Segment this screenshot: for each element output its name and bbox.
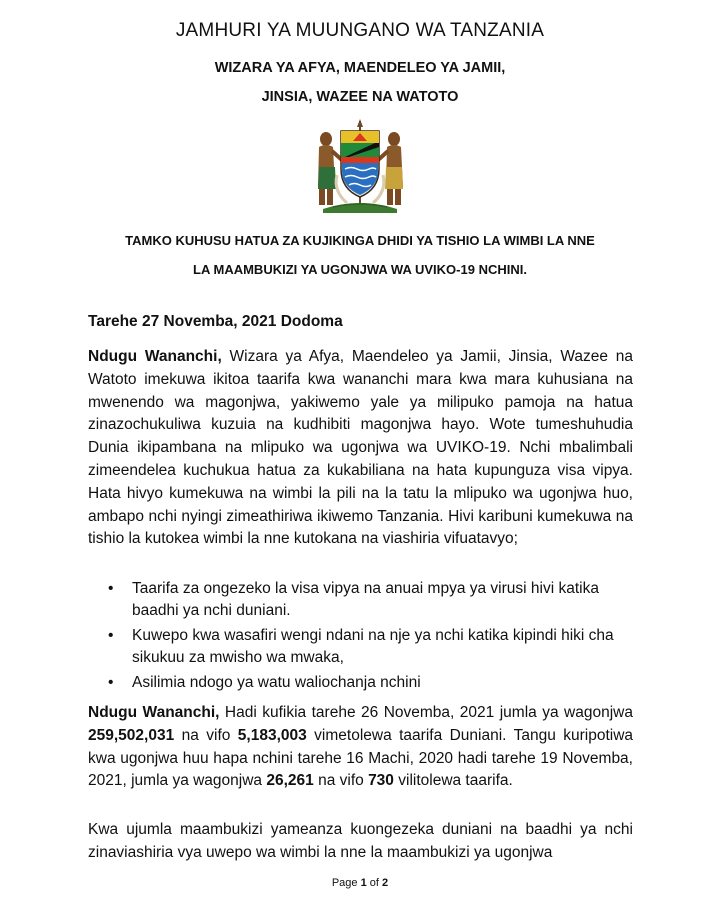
paragraph-summary: Kwa ujumla maambukizi yameanza kuongezeka duniani na baadhi ya nchi zinaviashiria vya uwepo wa wimbi la nne la maambukizi ya ugonjwa: [88, 821, 633, 861]
date-line: Tarehe 27 Novemba, 2021 Dodoma: [88, 313, 343, 330]
world-deaths-value: 5,183,003: [237, 726, 307, 744]
ministry-line-1: WIZARA YA AFYA, MAENDELEO YA JAMII,: [214, 60, 506, 76]
of-word: of: [369, 877, 379, 889]
statistics-text: vimetolewa taarifa Duniani. Tangu kuripotiwa kwa ugonjwa huu hapa nchini tarehe 16 Machi, 2020 hadi tarehe 19 Novemba, 2021, jumla ya wagonjwa: [88, 726, 634, 790]
statement-title-line-1: TAMKO KUHUSU HATUA ZA KUJIKINGA DHIDI YA TISHIO LA WIMBI LA NNE: [125, 233, 595, 248]
total-pages-number: 2: [382, 877, 389, 889]
list-item-text: Taarifa za ongezeko la visa vipya na anuai mpya ya virusi hivi katika baadhi ya nchi duniani.: [132, 580, 599, 619]
salutation: Ndugu Wananchi,: [88, 348, 222, 365]
current-page-number: 1: [360, 877, 367, 889]
statistics-text: Hadi kufikia tarehe 26 Novemba, 2021 jumla ya wagonjwa: [219, 704, 633, 721]
tanzania-deaths-value: 730: [368, 772, 394, 790]
world-cases-value: 259,502,031: [88, 726, 175, 744]
statistics-text: vilitolewa taarifa.: [393, 772, 513, 790]
paragraph-intro: [88, 346, 633, 551]
coat-of-arms-emblem: [305, 117, 415, 217]
header-title: JAMHURI YA MUUNGANO WA TANZANIA: [175, 20, 545, 41]
paragraph-statistics: [88, 702, 633, 793]
bullet-icon: •: [108, 627, 114, 644]
salutation: Ndugu Wananchi,: [88, 704, 220, 721]
page-word: Page: [331, 877, 358, 889]
bullet-icon: •: [108, 580, 114, 597]
statistics-text: na vifo: [313, 772, 369, 790]
statement-title-line-2: LA MAAMBUKIZI YA UGONJWA WA UVIKO-19 NCHINI.: [193, 262, 527, 277]
list-item-text: Kuwepo kwa wasafiri wengi ndani na nje ya nchi katika kipindi hiki cha sikukuu za mwisho wa mwaka,: [132, 627, 614, 666]
statistics-text: na vifo: [174, 726, 238, 744]
tanzania-cases-value: 26,261: [266, 772, 314, 790]
indicator-list: [88, 578, 633, 698]
ministry-line-2: JINSIA, WAZEE NA WATOTO: [261, 89, 459, 105]
paragraph-intro-text: Wizara ya Afya, Maendeleo ya Jamii, Jinsia, Wazee na Watoto imekuwa ikitoa taarifa kwa wananchi mara kwa mara kuhusiana na mwenendo wa magonjwa, yakiwemo yale ya milipuko pamoja na hatua zinazochukuliwa kuzuia na kudhibiti magonjwa hayo. Wote tumeshuhudia Dunia ikipambana na mlipuko wa ugonjwa wa UVIKO-19. Nchi mbalimbali zimeendelea kuchukua hatua za kukabiliana na hata kupunguza visa vipya. Hata hivyo kumekuwa na wimbi la pili na la tatu la mlipuko wa ugonjwa huo, ambapo nchi nyingi zimeathiriwa ikiwemo Tanzania. Hivi karibuni kumekuwa na tishio la kutokea wimbi la nne kutokana na viashiria vifuatavyo;: [88, 348, 633, 548]
bullet-icon: •: [108, 674, 114, 691]
list-item: [88, 672, 633, 694]
list-item-text: Asilimia ndogo ya watu waliochanja nchini: [132, 674, 421, 691]
list-item: [88, 578, 633, 621]
page-footer: [0, 877, 720, 889]
list-item: [88, 625, 633, 668]
